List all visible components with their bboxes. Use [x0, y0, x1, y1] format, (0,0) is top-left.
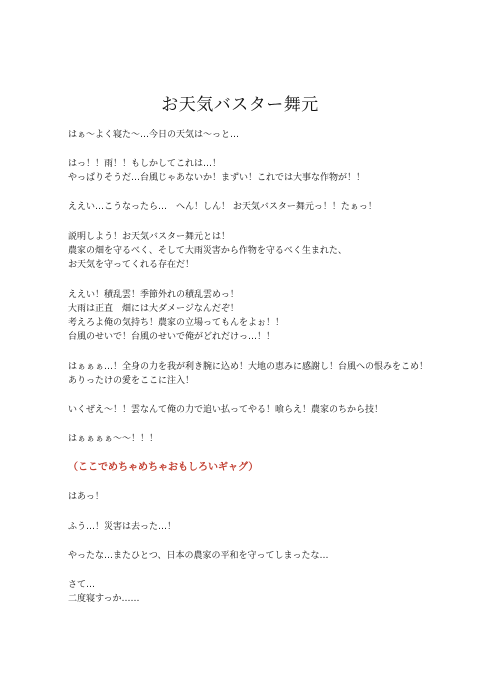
- text-line: ええい…こうなったら… へん！しん！ お天気バスター舞元っ！！たぁっ！: [68, 202, 377, 212]
- text-line: いくぜえ～！！雲なんて俺の力で追い払ってやる！喰らえ！農家のちから技！: [68, 405, 384, 415]
- text-line: ふう…！災害は去った…！: [68, 522, 177, 532]
- text-line: 考えろよ俺の気持ち！農家の立場ってもんをよぉ！！: [68, 318, 285, 328]
- document-title: お天気バスター舞元: [161, 95, 319, 115]
- text-line: はあっ！: [68, 492, 104, 502]
- text-line: やっぱりそうだ…台風じゃあないか！まずい！これでは大事な作物が！！: [68, 173, 366, 183]
- text-line: ええい！積乱雲！季節外れの積乱雲めっ！: [68, 290, 239, 300]
- text-line: さて…: [68, 580, 96, 590]
- text-line: お天気を守ってくれる存在だ！: [68, 260, 195, 270]
- text-line: 台風のせいで！台風のせいで俺がどれだけっ…！！: [68, 332, 276, 342]
- text-line: 説明しよう！お天気バスター舞元とは！: [68, 232, 231, 242]
- text-line: はぁぁぁぁ～～！！！: [68, 434, 159, 444]
- text-line: ありったけの愛をここに注入！: [68, 376, 195, 386]
- text-line: 二度寝すっか……: [68, 594, 140, 604]
- text-line: はぁぁぁ…！全身の力を我が利き腕に込め！大地の恵みに感謝し！台風への恨みをこめ！: [68, 362, 429, 372]
- text-line: やったな…またひとつ、日本の農家の平和を守ってしまったな…: [68, 551, 329, 561]
- text-line: はっ！！雨！！もしかしてこれは…！: [68, 159, 222, 169]
- highlighted-text-line: （ここでめちゃめちゃおもしろいギャグ）: [68, 462, 259, 473]
- text-line: 農家の畑を守るべく、そして大雨災害から作物を守るべく生まれた、: [68, 246, 347, 256]
- text-line: はぁ～よく寝た～…今日の天気は～っと…: [68, 130, 240, 140]
- text-line: 大雨は正直 畑には大ダメージなんだぞ！: [68, 304, 239, 314]
